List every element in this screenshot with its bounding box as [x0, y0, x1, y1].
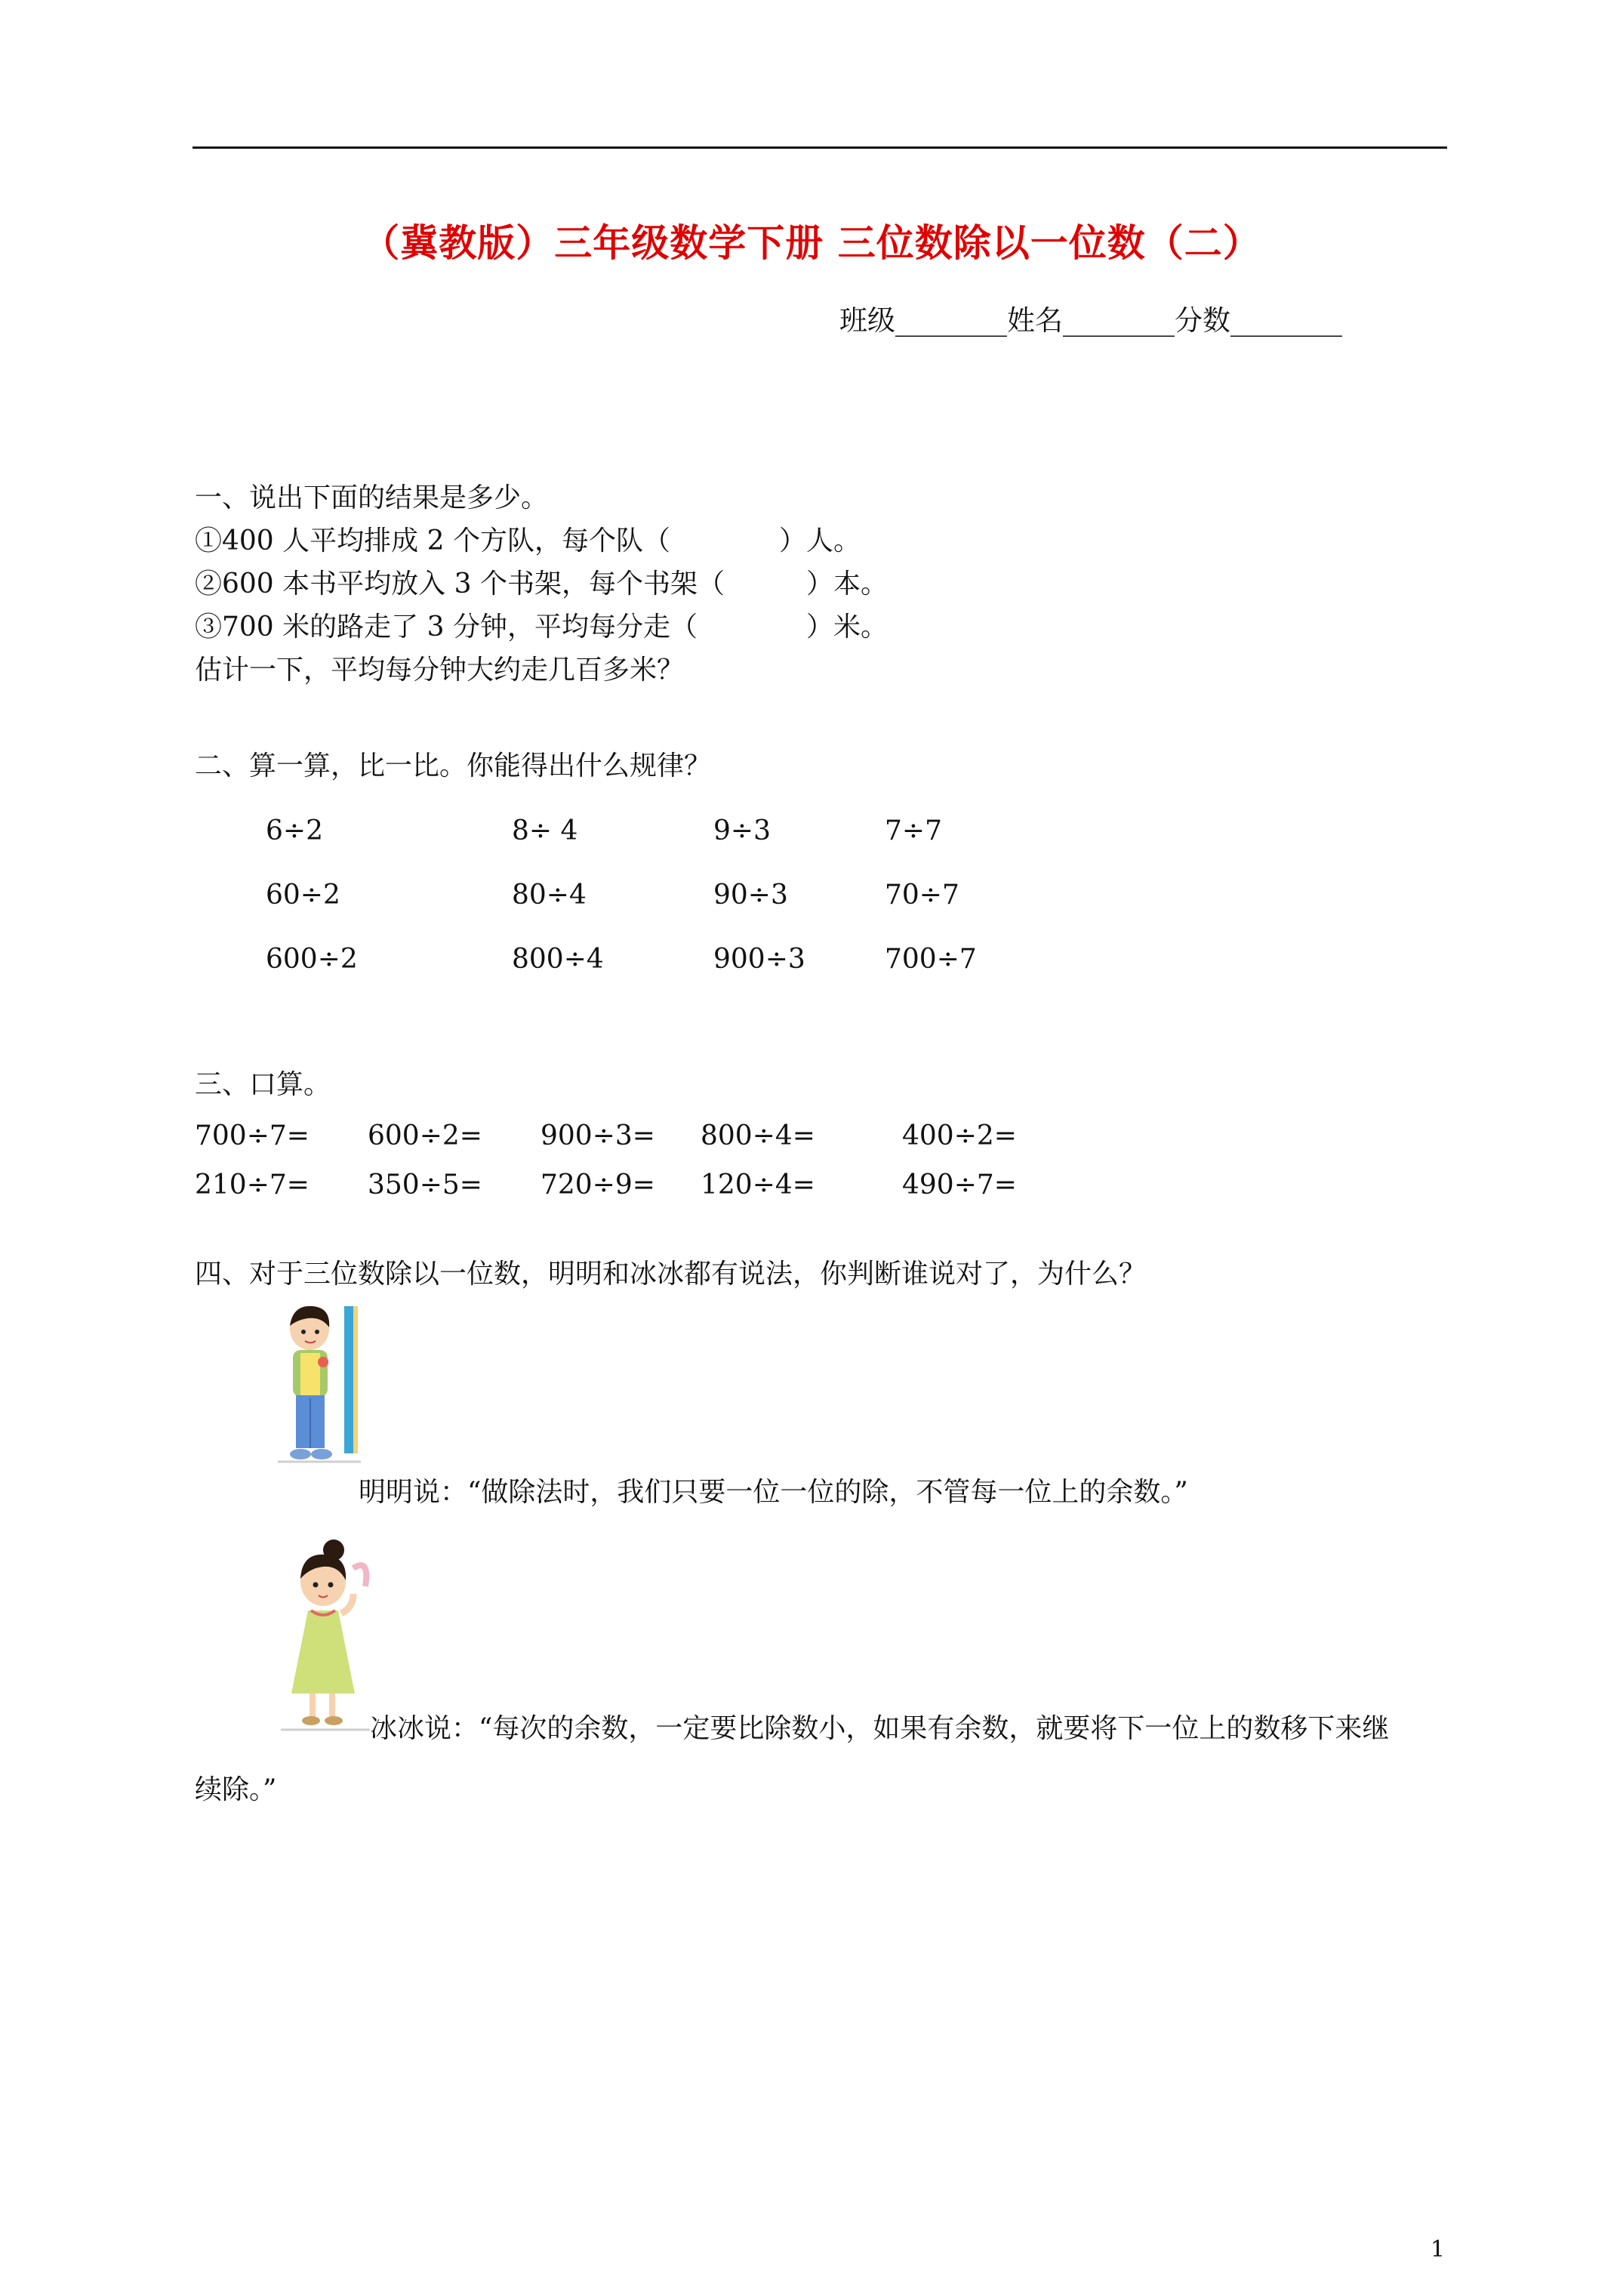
mental-math-cell: 490÷7= — [902, 1170, 1017, 1200]
mental-math-cell: 720÷9= — [540, 1170, 655, 1200]
compare-cell: 80÷4 — [512, 880, 587, 911]
mental-math-cell: 700÷7= — [195, 1120, 310, 1151]
compare-cell: 8÷ 4 — [512, 815, 578, 846]
boy-illustration — [278, 1300, 361, 1489]
section3-heading: 三、口算。 — [195, 1069, 331, 1100]
mental-math-cell: 350÷5= — [368, 1170, 482, 1200]
section1-item-2: ②600 本书平均放入 3 个书架，每个书架（ ）本。 — [195, 569, 888, 599]
header-rule — [192, 146, 1447, 149]
compare-cell: 600÷2 — [266, 944, 358, 975]
girl-illustration — [281, 1535, 379, 1739]
section1-heading: 一、说出下面的结果是多少。 — [195, 482, 549, 513]
bingbing-statement-line2: 续除。” — [195, 1774, 277, 1805]
compare-cell: 90÷3 — [713, 880, 788, 911]
mingming-statement: 明明说：“做除法时，我们只要一位一位的除，不管每一位上的余数。” — [359, 1477, 1188, 1508]
section4-heading: 四、对于三位数除以一位数，明明和冰冰都有说法，你判断谁说对了，为什么？ — [195, 1259, 1147, 1290]
section1-item-1: ①400 人平均排成 2 个方队，每个队（ ）人。 — [195, 525, 861, 556]
page-title: （冀教版）三年级数学下册 三位数除以一位数（二） — [362, 220, 1261, 265]
compare-cell: 9÷3 — [713, 815, 771, 846]
compare-cell: 7÷7 — [885, 815, 942, 846]
mental-math-cell: 600÷2= — [368, 1120, 482, 1151]
mental-math-cell: 400÷2= — [902, 1120, 1017, 1151]
mental-math-cell: 120÷4= — [701, 1170, 815, 1200]
bingbing-statement-line1: 冰冰说：“每次的余数，一定要比除数小，如果有余数，就要将下一位上的数移下来继 — [370, 1713, 1390, 1744]
mental-math-cell: 900÷3= — [540, 1120, 655, 1151]
compare-cell: 60÷2 — [266, 880, 340, 911]
section1-item-3: ③700 米的路走了 3 分钟，平均每分走（ ）米。 — [195, 612, 888, 643]
compare-cell: 70÷7 — [885, 880, 959, 911]
mental-math-cell: 800÷4= — [701, 1120, 815, 1151]
compare-cell: 900÷3 — [713, 944, 805, 975]
section2-heading: 二、算一算，比一比。你能得出什么规律？ — [195, 750, 712, 781]
compare-cell: 6÷2 — [266, 815, 323, 846]
compare-cell: 700÷7 — [885, 944, 977, 975]
section1-estimate: 估计一下，平均每分钟大约走几百多米？ — [195, 655, 685, 686]
compare-cell: 800÷4 — [512, 944, 604, 975]
student-info-line: 班级________姓名________分数________ — [839, 304, 1342, 337]
mental-math-cell: 210÷7= — [195, 1170, 310, 1200]
page-number: 1 — [1431, 2236, 1446, 2263]
